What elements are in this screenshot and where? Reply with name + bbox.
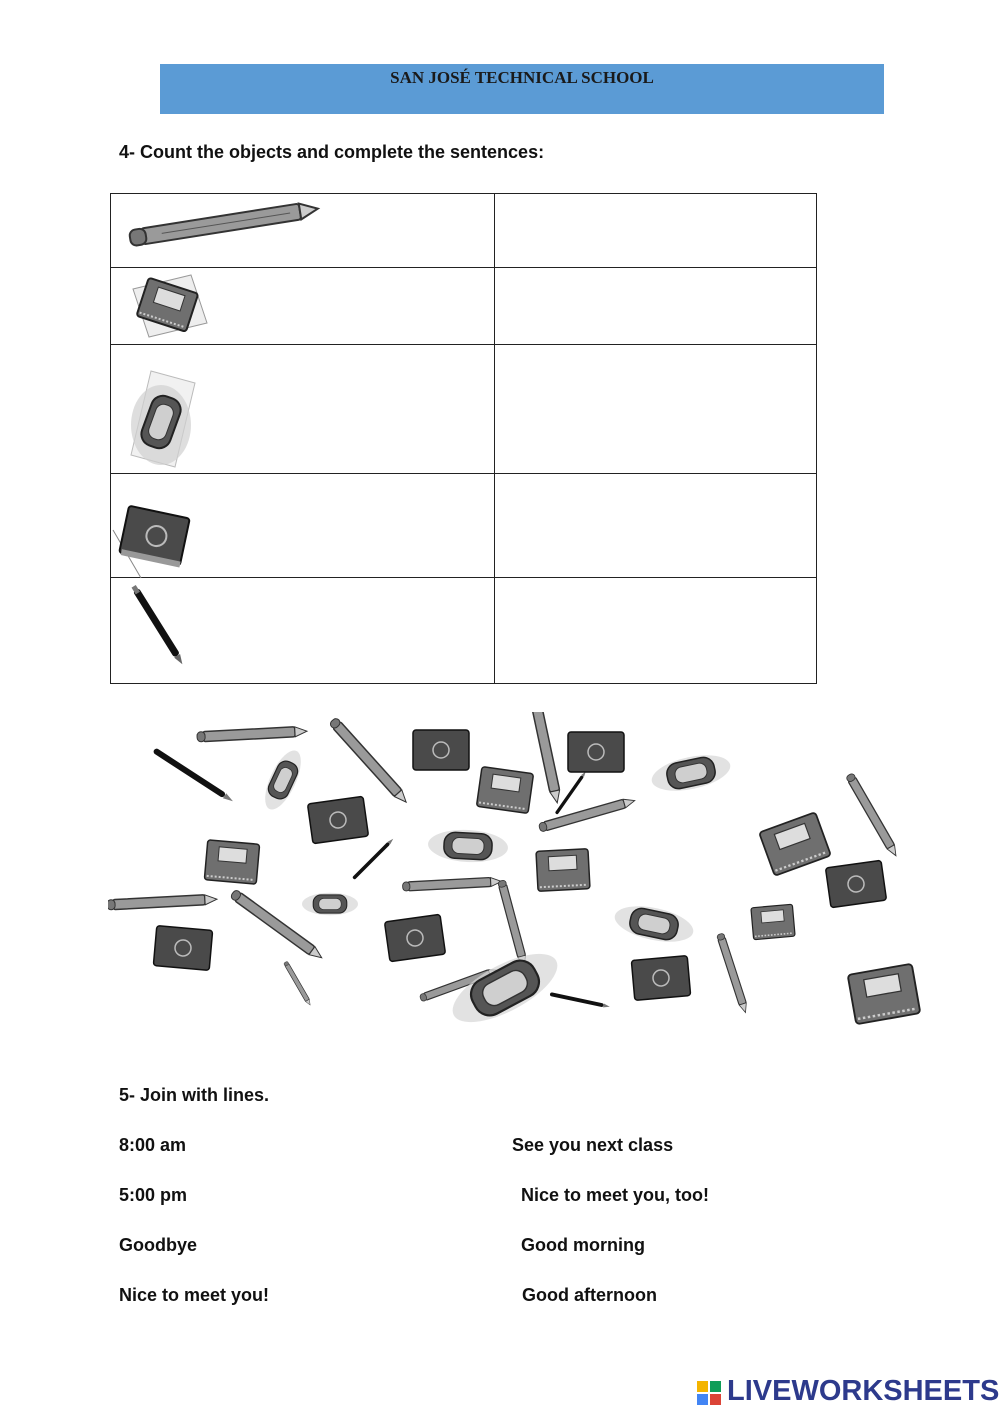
- object-cell-pencil: [111, 194, 495, 268]
- table-row: [111, 268, 817, 345]
- pen-icon: [121, 578, 191, 668]
- join-left-item[interactable]: 5:00 pm: [119, 1185, 188, 1205]
- eraser-icon: [125, 367, 205, 472]
- join-right-item[interactable]: Good morning: [521, 1235, 645, 1255]
- answer-cell[interactable]: [495, 345, 817, 474]
- scattered-objects: [108, 712, 948, 1042]
- count-table: [110, 193, 817, 684]
- table-row: [111, 578, 817, 684]
- answer-cell[interactable]: [495, 578, 817, 684]
- answer-cell[interactable]: [495, 474, 817, 578]
- answer-cell[interactable]: [495, 194, 817, 268]
- join-right-item[interactable]: Nice to meet you, too!: [521, 1185, 710, 1205]
- join-right-item[interactable]: Good afternoon: [522, 1285, 657, 1305]
- object-cell-book: [111, 474, 495, 578]
- answer-cell[interactable]: [495, 268, 817, 345]
- join-left-item[interactable]: Goodbye: [119, 1235, 198, 1255]
- object-cell-notebook: [111, 268, 495, 345]
- notebook-icon: [123, 271, 213, 341]
- exercise-5-instruction: 5- Join with lines.: [119, 1085, 270, 1105]
- scattered-objects-picture: [108, 712, 948, 1042]
- join-left-item[interactable]: Nice to meet you!: [119, 1285, 270, 1305]
- header-band: [160, 64, 884, 114]
- brand-name: LIVEWORKSHEETS: [727, 1375, 1000, 1407]
- school-title: SAN JOSÉ TECHNICAL SCHOOL: [390, 68, 654, 87]
- book-icon: [111, 502, 201, 580]
- pencil-icon: [121, 194, 321, 249]
- join-right-item[interactable]: See you next class: [512, 1135, 674, 1155]
- join-left-item[interactable]: 8:00 am: [119, 1135, 187, 1155]
- object-cell-pen: [111, 578, 495, 684]
- table-row: [111, 474, 817, 578]
- table-row: [111, 345, 817, 474]
- liveworksheets-brand[interactable]: [697, 1375, 1000, 1411]
- object-cell-eraser: [111, 345, 495, 474]
- table-row: [111, 194, 817, 268]
- liveworksheets-logo-icon: [697, 1381, 721, 1405]
- exercise-4-instruction: 4- Count the objects and complete the sentences:: [119, 142, 545, 162]
